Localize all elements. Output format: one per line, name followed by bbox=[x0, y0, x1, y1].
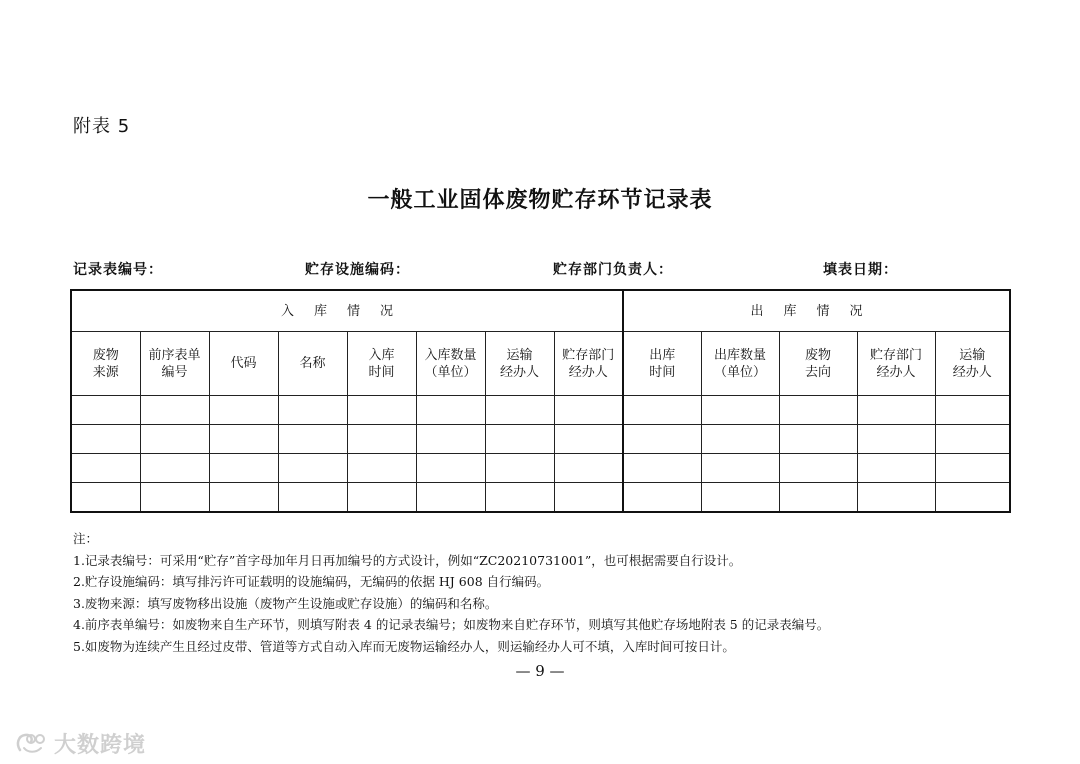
note-item: 4.前序表单编号：如废物来自生产环节，则填写附表 4 的记录表编号；如废物来自贮存环节，则填写其他贮存场地附表 5 的记录表编号。 bbox=[73, 617, 830, 632]
table-cell[interactable] bbox=[623, 425, 701, 454]
table-cell[interactable] bbox=[779, 396, 857, 425]
table-cell[interactable] bbox=[209, 483, 278, 513]
table-cell[interactable] bbox=[554, 425, 623, 454]
column-header: 贮存部门 经办人 bbox=[857, 332, 935, 396]
table-cell[interactable] bbox=[71, 396, 140, 425]
table-cell[interactable] bbox=[416, 425, 485, 454]
record-number-label: 记录表编号： bbox=[73, 262, 163, 278]
table-cell[interactable] bbox=[347, 483, 416, 513]
table-cell[interactable] bbox=[416, 483, 485, 513]
table-cell[interactable] bbox=[935, 425, 1010, 454]
table-cell[interactable] bbox=[779, 454, 857, 483]
watermark-text: 大数跨境 bbox=[54, 733, 147, 758]
notes-heading: 注： bbox=[73, 531, 99, 546]
column-header: 出库数量 （单位） bbox=[701, 332, 779, 396]
storage-record-table bbox=[70, 289, 1011, 513]
table-cell[interactable] bbox=[140, 396, 209, 425]
document-title: 一般工业固体废物贮存环节记录表 bbox=[367, 188, 713, 213]
table-cell[interactable] bbox=[623, 454, 701, 483]
attachment-label: 附表 5 bbox=[73, 116, 131, 137]
table-cell[interactable] bbox=[71, 454, 140, 483]
table-cell[interactable] bbox=[623, 396, 701, 425]
table-cell[interactable] bbox=[485, 454, 554, 483]
table-cell[interactable] bbox=[485, 425, 554, 454]
note-item: 2.贮存设施编码：填写排污许可证载明的设施编码，无编码的依据 HJ 608 自行编码。 bbox=[73, 574, 550, 589]
group-header-row bbox=[71, 290, 1010, 332]
table-cell[interactable] bbox=[485, 483, 554, 513]
table-cell[interactable] bbox=[347, 425, 416, 454]
table-cell[interactable] bbox=[278, 396, 347, 425]
table-cell[interactable] bbox=[554, 396, 623, 425]
page-number: — 9 — bbox=[515, 662, 565, 680]
logo-icon bbox=[14, 730, 48, 756]
facility-code-label: 贮存设施编码： bbox=[305, 262, 410, 278]
table-cell[interactable] bbox=[935, 483, 1010, 513]
table-cell[interactable] bbox=[71, 483, 140, 513]
column-header: 贮存部门 经办人 bbox=[554, 332, 623, 396]
notes-section bbox=[73, 528, 829, 657]
table-cell[interactable] bbox=[701, 396, 779, 425]
table-cell[interactable] bbox=[779, 425, 857, 454]
note-item: 1.记录表编号：可采用“贮存”首字母加年月日再加编号的方式设计，例如“ZC20210731001”，也可根据需要自行设计。 bbox=[73, 552, 742, 568]
table-row bbox=[71, 396, 1010, 425]
table-cell[interactable] bbox=[71, 425, 140, 454]
watermark bbox=[14, 728, 184, 758]
department-head-label: 贮存部门负责人： bbox=[553, 262, 673, 278]
outbound-group-header: 出库情况 bbox=[623, 290, 1010, 332]
column-header-row bbox=[71, 332, 1010, 396]
table-row bbox=[71, 483, 1010, 513]
table-row bbox=[71, 454, 1010, 483]
note-item: 3.废物来源：填写废物移出设施（废物产生设施或贮存设施）的编码和名称。 bbox=[73, 595, 498, 611]
column-header: 前序表单 编号 bbox=[140, 332, 209, 396]
table-cell[interactable] bbox=[701, 483, 779, 513]
column-header: 代码 bbox=[209, 332, 278, 396]
table-cell[interactable] bbox=[278, 454, 347, 483]
column-header: 运输 经办人 bbox=[935, 332, 1010, 396]
table-cell[interactable] bbox=[140, 425, 209, 454]
column-header: 废物 去向 bbox=[779, 332, 857, 396]
table-cell[interactable] bbox=[857, 396, 935, 425]
fill-date-label: 填表日期： bbox=[823, 262, 898, 278]
table-cell[interactable] bbox=[416, 454, 485, 483]
table-cell[interactable] bbox=[857, 454, 935, 483]
column-header: 入库数量 （单位） bbox=[416, 332, 485, 396]
table-cell[interactable] bbox=[278, 483, 347, 513]
table-cell[interactable] bbox=[779, 483, 857, 513]
table-cell[interactable] bbox=[347, 454, 416, 483]
inbound-group-header: 入库情况 bbox=[71, 290, 623, 332]
table-row bbox=[71, 425, 1010, 454]
table-cell[interactable] bbox=[554, 483, 623, 513]
column-header: 废物 来源 bbox=[71, 332, 140, 396]
table-cell[interactable] bbox=[209, 425, 278, 454]
table-cell[interactable] bbox=[209, 396, 278, 425]
table-cell[interactable] bbox=[140, 483, 209, 513]
column-header: 运输 经办人 bbox=[485, 332, 554, 396]
table-cell[interactable] bbox=[935, 454, 1010, 483]
table-cell[interactable] bbox=[935, 396, 1010, 425]
table-cell[interactable] bbox=[140, 454, 209, 483]
table-cell[interactable] bbox=[278, 425, 347, 454]
table-cell[interactable] bbox=[623, 483, 701, 513]
table-cell[interactable] bbox=[857, 425, 935, 454]
table-cell[interactable] bbox=[701, 454, 779, 483]
table-cell[interactable] bbox=[416, 396, 485, 425]
note-item: 5.如废物为连续产生且经过皮带、管道等方式自动入库而无废物运输经办人，则运输经办人可不填，入库时间可按日计。 bbox=[73, 638, 735, 654]
column-header: 出库 时间 bbox=[623, 332, 701, 396]
table-cell[interactable] bbox=[347, 396, 416, 425]
column-header: 入库 时间 bbox=[347, 332, 416, 396]
table-cell[interactable] bbox=[209, 454, 278, 483]
table-cell[interactable] bbox=[857, 483, 935, 513]
column-header: 名称 bbox=[278, 332, 347, 396]
table-cell[interactable] bbox=[554, 454, 623, 483]
table-cell[interactable] bbox=[701, 425, 779, 454]
table-cell[interactable] bbox=[485, 396, 554, 425]
